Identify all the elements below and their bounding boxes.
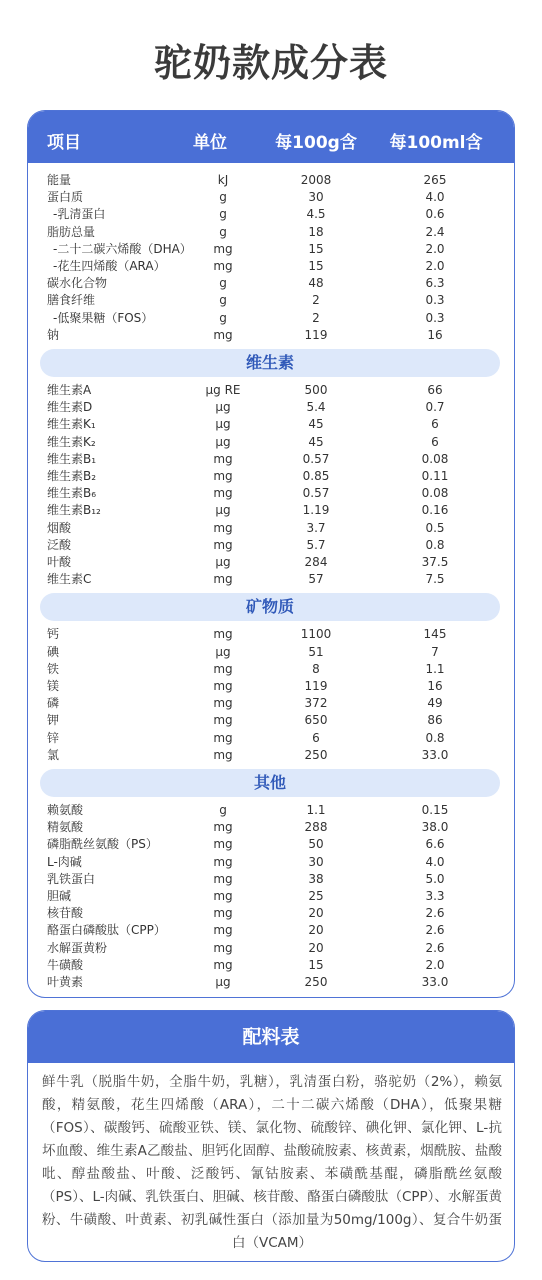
row-name: 维生素K₂ — [47, 434, 96, 449]
row-name: 蛋白质 — [47, 190, 84, 205]
row-name: 膳食纤维 — [47, 293, 96, 308]
table-row — [28, 871, 514, 888]
table-row — [28, 905, 514, 922]
row-name: 维生素B₁ — [47, 451, 97, 466]
row-name: -低聚果糖（FOS） — [53, 310, 154, 325]
row-unit: mg — [213, 940, 233, 955]
row-per-100g: 5.7 — [306, 537, 326, 552]
table-row — [28, 327, 514, 344]
row-unit: mg — [213, 241, 233, 256]
row-name: 维生素D — [47, 400, 93, 415]
table-row — [28, 554, 514, 571]
row-unit: mg — [213, 537, 233, 552]
table-row — [28, 819, 514, 836]
row-unit: mg — [213, 259, 233, 273]
table-row — [28, 502, 514, 519]
row-name: 水解蛋黄粉 — [47, 940, 108, 955]
row-unit: mg — [213, 696, 233, 711]
table-row — [28, 241, 514, 258]
row-per-100ml: 0.3 — [425, 293, 445, 308]
row-name: 维生素A — [47, 383, 92, 397]
row-name: 牛磺酸 — [47, 957, 84, 972]
row-unit: g — [219, 293, 227, 308]
row-unit: mg — [213, 820, 233, 835]
table-row — [28, 571, 514, 588]
table-row — [28, 537, 514, 554]
row-per-100ml: 1.1 — [425, 661, 445, 676]
row-per-100g: 20 — [308, 923, 324, 938]
row-unit: μg — [215, 400, 231, 415]
row-per-100ml: 6.6 — [425, 837, 445, 852]
row-unit: mg — [213, 661, 233, 676]
row-per-100g: 119 — [304, 327, 328, 342]
row-unit: mg — [213, 730, 233, 745]
table-row — [28, 695, 514, 712]
table-row — [28, 224, 514, 241]
row-unit: mg — [213, 854, 233, 869]
table-row — [28, 468, 514, 485]
row-per-100ml: 0.3 — [425, 310, 445, 325]
row-unit: kJ — [217, 173, 229, 187]
row-name: 磷脂酰丝氨酸（PS） — [47, 837, 158, 852]
row-per-100ml: 37.5 — [421, 555, 449, 569]
row-unit: g — [219, 276, 227, 291]
nutrition-table — [27, 110, 515, 998]
row-per-100g: 45 — [308, 434, 324, 449]
row-unit: mg — [213, 957, 233, 972]
ingredients-text: 鲜牛乳（脱脂牛奶，全脂牛奶，乳糖），乳清蛋白粉，骆驼奶（2%），赖氨酸，精氨酸，花生四烯酸（ARA），二十二碳六烯酸（DHA），低聚果糖（FOS）、碳酸钙、硫酸亚铁、镁、氯化物、硫酸锌、碘化钾、氯化钾、L-抗坏血酸、维生素A乙酸盐、胆钙化固醇、盐酸硫胺素、核黄素，烟酰胺、盐酸吡、醇盐酸盐、叶酸、泛酸钙、氰钴胺素、苯磺酰基醌，磷脂酰丝氨酸（PS）、L-肉碱、乳铁蛋白、胆碱、核苷酸、酪蛋白磷酸肽（CPP）、水解蛋黄粉、牛磺酸、叶黄素、初乳碱性蛋白（添加量为50mg/100g）、复合牛奶蛋白（VCAM） — [42, 1074, 502, 1251]
table-row — [28, 747, 514, 764]
row-per-100ml: 7 — [431, 644, 439, 659]
row-unit: μg — [215, 975, 231, 989]
row-unit: mg — [213, 327, 233, 342]
row-per-100ml: 33.0 — [421, 975, 449, 989]
row-per-100g: 8 — [312, 661, 320, 676]
row-unit: g — [219, 803, 227, 817]
row-name: 胆碱 — [47, 889, 72, 903]
row-per-100g: 20 — [308, 906, 324, 921]
row-per-100ml: 2.0 — [425, 241, 445, 256]
row-per-100ml: 33.0 — [421, 747, 449, 762]
header-per-100ml: 每100ml含 — [389, 133, 483, 153]
row-per-100ml: 0.8 — [425, 730, 445, 745]
table-row — [28, 854, 514, 871]
row-name: 钾 — [47, 713, 60, 728]
page-title: 驼奶款成分表 — [153, 41, 388, 85]
row-per-100g: 6 — [312, 730, 320, 745]
row-per-100g: 18 — [308, 224, 324, 239]
row-name: 维生素B₆ — [47, 486, 97, 501]
row-per-100g: 4.5 — [306, 207, 326, 222]
table-row — [28, 678, 514, 695]
row-per-100g: 284 — [304, 555, 328, 569]
row-unit: μg RE — [205, 383, 241, 397]
row-per-100ml: 0.08 — [421, 486, 449, 501]
section-title: 其他 — [40, 769, 500, 797]
row-unit: μg — [215, 555, 231, 569]
row-per-100ml: 2.6 — [425, 940, 445, 955]
table-row — [28, 451, 514, 468]
row-name: 锌 — [47, 730, 60, 745]
row-per-100ml: 145 — [423, 627, 447, 642]
row-per-100ml: 2.0 — [425, 259, 445, 273]
ingredients-card — [27, 1010, 515, 1262]
row-per-100g: 1100 — [300, 627, 332, 642]
table-row — [28, 957, 514, 974]
row-per-100ml: 5.0 — [425, 871, 445, 886]
table-row — [28, 712, 514, 729]
table-row — [28, 292, 514, 309]
row-per-100ml: 6 — [431, 434, 439, 449]
table-row — [28, 520, 514, 537]
table-row — [28, 922, 514, 939]
row-per-100ml: 4.0 — [425, 854, 445, 869]
row-per-100ml: 0.5 — [425, 520, 445, 535]
table-row — [28, 940, 514, 957]
row-per-100g: 38 — [308, 871, 324, 886]
row-per-100g: 51 — [308, 644, 324, 659]
row-per-100ml: 6.3 — [425, 276, 445, 291]
row-per-100ml: 49 — [427, 696, 443, 711]
row-name: -花生四烯酸（ARA） — [53, 259, 166, 273]
row-name: 钙 — [47, 627, 60, 642]
table-row — [28, 661, 514, 678]
row-name: 维生素B₂ — [47, 469, 97, 483]
row-name: 乳铁蛋白 — [47, 871, 96, 886]
row-name: 叶酸 — [47, 555, 72, 569]
row-unit: mg — [213, 747, 233, 762]
row-name: 钠 — [47, 327, 60, 342]
row-per-100g: 20 — [308, 940, 324, 955]
section-title: 维生素 — [40, 349, 500, 377]
section-title: 矿物质 — [40, 593, 500, 621]
row-name: 泛酸 — [47, 537, 72, 552]
row-unit: mg — [213, 627, 233, 642]
table-row — [28, 275, 514, 292]
table-header — [28, 111, 514, 163]
row-unit: mg — [213, 923, 233, 938]
row-per-100g: 2 — [312, 293, 320, 308]
row-per-100ml: 2.0 — [425, 957, 445, 972]
row-per-100g: 15 — [308, 241, 324, 256]
row-per-100g: 0.85 — [302, 469, 330, 483]
row-name: 精氨酸 — [47, 820, 84, 835]
row-per-100g: 0.57 — [302, 451, 330, 466]
row-per-100ml: 0.08 — [421, 451, 449, 466]
row-per-100g: 500 — [304, 383, 328, 397]
table-row — [28, 189, 514, 206]
row-name: 赖氨酸 — [47, 803, 84, 817]
row-per-100ml: 4.0 — [425, 190, 445, 205]
row-per-100ml: 6 — [431, 417, 439, 432]
row-per-100g: 119 — [304, 679, 328, 693]
row-name: 碳水化合物 — [47, 276, 108, 291]
row-per-100g: 288 — [304, 820, 328, 835]
table-row — [28, 434, 514, 451]
table-row — [28, 416, 514, 433]
row-per-100g: 650 — [304, 713, 328, 728]
row-per-100ml: 3.3 — [425, 889, 445, 903]
row-unit: mg — [213, 572, 233, 587]
row-name: 镁 — [47, 679, 60, 693]
row-unit: μg — [215, 503, 231, 518]
row-unit: mg — [213, 451, 233, 466]
row-name: 叶黄素 — [47, 975, 84, 989]
header-unit: 单位 — [193, 133, 227, 153]
row-per-100g: 2 — [312, 310, 320, 325]
row-unit: mg — [213, 679, 233, 693]
row-unit: g — [219, 310, 227, 325]
row-unit: mg — [213, 713, 233, 728]
row-per-100ml: 7.5 — [425, 572, 445, 587]
row-unit: mg — [213, 486, 233, 501]
row-per-100g: 3.7 — [306, 520, 326, 535]
row-name: 维生素C — [47, 572, 92, 587]
row-name: 核苷酸 — [47, 906, 84, 921]
table-row — [28, 644, 514, 661]
row-per-100ml: 66 — [427, 383, 443, 397]
table-row — [28, 485, 514, 502]
row-name: 脂肪总量 — [47, 224, 96, 239]
row-unit: mg — [213, 837, 233, 852]
row-per-100ml: 0.15 — [421, 803, 449, 817]
row-per-100ml: 16 — [427, 679, 443, 693]
table-row — [28, 382, 514, 399]
row-per-100g: 250 — [304, 975, 328, 989]
row-per-100g: 15 — [308, 957, 324, 972]
header-per-100g: 每100g含 — [275, 133, 357, 153]
row-name: 维生素K₁ — [47, 417, 96, 432]
row-per-100g: 2008 — [300, 173, 332, 187]
row-per-100ml: 16 — [427, 327, 443, 342]
row-unit: mg — [213, 520, 233, 535]
row-unit: μg — [215, 644, 231, 659]
row-per-100ml: 0.11 — [421, 469, 449, 483]
row-unit: μg — [215, 417, 231, 432]
table-row — [28, 836, 514, 853]
row-per-100ml: 2.4 — [425, 224, 445, 239]
table-row — [28, 802, 514, 819]
row-name: 磷 — [47, 696, 60, 711]
row-per-100g: 5.4 — [306, 400, 326, 415]
row-unit: g — [219, 207, 227, 222]
table-row — [28, 206, 514, 223]
row-per-100g: 50 — [308, 837, 324, 852]
row-per-100g: 30 — [308, 190, 324, 205]
row-per-100ml: 2.6 — [425, 906, 445, 921]
row-unit: g — [219, 190, 227, 205]
row-per-100g: 45 — [308, 417, 324, 432]
table-row — [28, 310, 514, 327]
row-name: 维生素B₁₂ — [47, 503, 101, 518]
row-per-100g: 0.57 — [302, 486, 330, 501]
row-name: 能量 — [47, 173, 72, 187]
row-name: 酪蛋白磷酸肽（CPP） — [47, 923, 166, 938]
row-name: -乳清蛋白 — [53, 207, 106, 222]
row-name: 氯 — [47, 747, 60, 762]
row-per-100g: 48 — [308, 276, 324, 291]
row-name: L-肉碱 — [47, 854, 82, 869]
table-row — [28, 626, 514, 643]
row-per-100g: 30 — [308, 854, 324, 869]
row-per-100ml: 0.8 — [425, 537, 445, 552]
row-per-100g: 372 — [304, 696, 328, 711]
row-per-100g: 57 — [308, 572, 324, 587]
row-unit: g — [219, 224, 227, 239]
row-name: 铁 — [47, 661, 60, 676]
row-per-100ml: 38.0 — [421, 820, 449, 835]
row-unit: mg — [213, 906, 233, 921]
row-per-100g: 25 — [308, 889, 324, 903]
row-per-100g: 1.1 — [306, 803, 326, 817]
row-unit: mg — [213, 889, 233, 903]
row-per-100ml: 0.7 — [425, 400, 445, 415]
row-unit: mg — [213, 469, 233, 483]
row-name: -二十二碳六烯酸（DHA） — [53, 241, 192, 256]
row-per-100ml: 2.6 — [425, 923, 445, 938]
row-per-100ml: 0.16 — [421, 503, 449, 518]
row-per-100g: 250 — [304, 747, 328, 762]
header-item: 项目 — [47, 133, 81, 153]
row-name: 碘 — [47, 644, 60, 659]
row-per-100ml: 0.6 — [425, 207, 445, 222]
table-row — [28, 730, 514, 747]
table-row — [28, 974, 514, 991]
table-row — [28, 399, 514, 416]
row-unit: μg — [215, 434, 231, 449]
row-per-100ml: 265 — [423, 173, 447, 187]
row-name: 烟酸 — [47, 520, 72, 535]
row-per-100g: 15 — [308, 259, 324, 273]
row-unit: mg — [213, 871, 233, 886]
ingredients-title: 配料表 — [28, 1011, 514, 1063]
table-row — [28, 172, 514, 189]
table-row — [28, 258, 514, 275]
row-per-100ml: 86 — [427, 713, 443, 728]
row-per-100g: 1.19 — [302, 503, 330, 518]
table-row — [28, 888, 514, 905]
